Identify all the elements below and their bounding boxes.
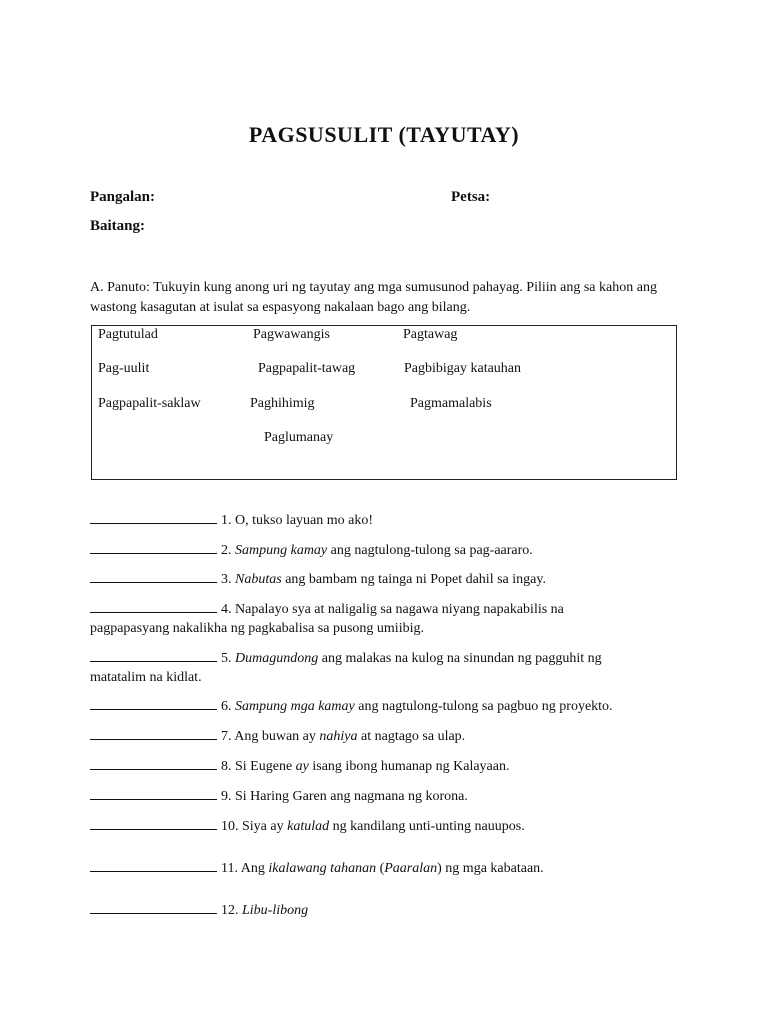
question-number: 4. (221, 602, 232, 617)
question-text-cont: pagpapasyang nakalikha ng pagkabalisa sa pusong umiibig. (90, 621, 424, 636)
question-1 (90, 510, 690, 530)
question-number: 9. (221, 789, 232, 804)
question-emphasis: Sampung mga kamay (235, 699, 355, 714)
choice-pagbibigay-katauhan: Pagbibigay katauhan (404, 361, 522, 376)
answer-blank-3[interactable] (90, 569, 217, 583)
answer-blank-4[interactable] (90, 599, 217, 613)
question-text: Ang buwan ay (234, 729, 320, 744)
answer-blank-8[interactable] (90, 756, 217, 770)
question-text: Siya ay (242, 819, 288, 834)
question-emphasis: katulad (287, 819, 330, 834)
question-5 (90, 648, 690, 687)
question-number: 1. (221, 513, 232, 528)
answer-blank-2[interactable] (90, 540, 217, 554)
question-emphasis: Libu-libong (242, 903, 309, 918)
question-emphasis: Paaralan (384, 861, 438, 876)
question-text: Napalayo sya at naligalig sa nagawa niyang napakabilis na (235, 602, 564, 617)
question-11 (90, 858, 690, 878)
choice-pagmamalabis: Pagmamalabis (410, 396, 492, 411)
question-number: 3. (221, 572, 232, 587)
answer-blank-7[interactable] (90, 726, 217, 740)
question-emphasis: Sampung kamay (235, 543, 328, 558)
question-text: ang malakas na kulog na sinundan ng pagguhit ng (318, 651, 602, 666)
answer-blank-1[interactable] (90, 510, 217, 524)
question-text: ang nagtulong-tulong sa pag-aararo. (327, 543, 533, 558)
question-text: Si Haring Garen ang nagmana ng korona. (235, 789, 468, 804)
question-6 (90, 696, 690, 716)
question-text: ( (376, 861, 385, 876)
name-label: Pangalan: (90, 189, 156, 205)
question-text: ng kandilang unti-unting nauupos. (329, 819, 525, 834)
question-text: at nagtago sa ulap. (357, 729, 466, 744)
choice-pagpapalit-tawag: Pagpapalit-tawag (258, 361, 356, 376)
choice-pagpapalit-saklaw: Pagpapalit-saklaw (98, 396, 201, 411)
question-2 (90, 540, 690, 560)
choice-pagwawangis: Pagwawangis (253, 327, 330, 342)
choice-paglumanay: Paglumanay (264, 430, 334, 445)
question-number: 12. (221, 903, 239, 918)
page-title: PAGSUSULIT (TAYUTAY) (248, 122, 520, 147)
instructions: A. Panuto: Tukuyin kung anong uri ng tayutay ang mga sumusunod pahayag. Piliin ang sa kahon ang wastong kasagutan at isulat sa espasyong nakalaan bago ang bilang. (90, 280, 657, 315)
answer-blank-6[interactable] (90, 696, 217, 710)
question-text: Ang (240, 861, 269, 876)
answer-blank-10[interactable] (90, 816, 217, 830)
question-7 (90, 726, 690, 746)
question-emphasis: Dumagundong (235, 651, 319, 666)
choice-pagtutulad: Pagtutulad (98, 327, 158, 342)
question-number: 10. (221, 819, 239, 834)
answer-blank-5[interactable] (90, 648, 217, 662)
question-number: 2. (221, 543, 232, 558)
question-text: ang nagtulong-tulong sa pagbuo ng proyekto. (354, 699, 613, 714)
question-emphasis: Nabutas (235, 572, 282, 587)
question-number: 7. (221, 729, 232, 744)
question-emphasis: ay (295, 759, 309, 774)
question-emphasis: ikalawang tahanan (268, 861, 377, 876)
question-emphasis: nahiya (319, 729, 358, 744)
question-12 (90, 900, 690, 920)
question-9 (90, 786, 690, 806)
choice-pag-uulit: Pag-uulit (98, 361, 150, 376)
question-number: 5. (221, 651, 232, 666)
question-number: 11. (221, 861, 238, 876)
grade-label: Baitang: (90, 218, 146, 234)
question-text-cont: matatalim na kidlat. (90, 670, 202, 685)
question-4 (90, 599, 690, 638)
choice-paghihimig: Paghihimig (250, 396, 315, 411)
answer-blank-11[interactable] (90, 858, 217, 872)
answer-blank-9[interactable] (90, 786, 217, 800)
question-number: 6. (221, 699, 232, 714)
question-text: Si Eugene (235, 759, 296, 774)
answer-blank-12[interactable] (90, 900, 217, 914)
question-3 (90, 569, 690, 589)
question-8 (90, 756, 690, 776)
question-text: ) ng mga kabataan. (437, 861, 544, 876)
date-label: Petsa: (451, 189, 491, 205)
choice-pagtawag: Pagtawag (403, 327, 458, 342)
question-10 (90, 816, 690, 836)
question-number: 8. (221, 759, 232, 774)
question-text: ang bambam ng tainga ni Popet dahil sa ingay. (281, 572, 546, 587)
question-text: O, tukso layuan mo ako! (235, 513, 374, 528)
question-text: isang ibong humanap ng Kalayaan. (308, 759, 510, 774)
